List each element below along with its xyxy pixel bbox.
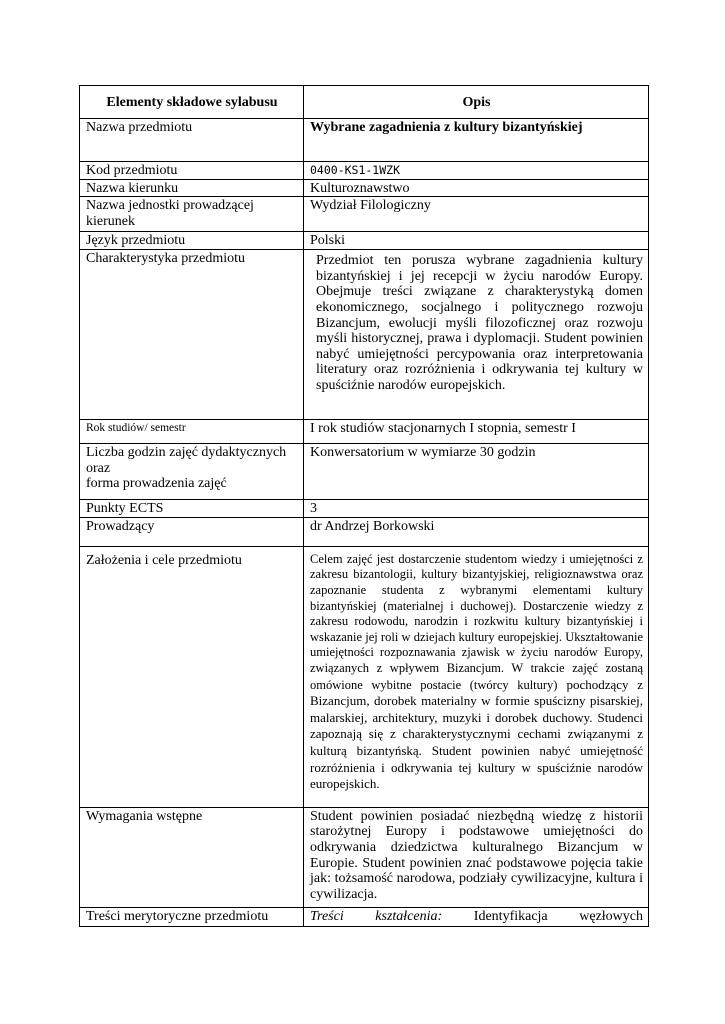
value-objectives-part2: pochodzący z Bizancjum, dorobek materialny w formie spuścizny pisarskiej, malarskiej, architektury, muzyki i dorobek duchowy. Studenci zapoznają się z charakterystycznymi cechami związanymi z kulturą bizantyńską. Student powinien nabyć umiejętność rozróżnienia i odkrywania tej kultury w spuściźnie narodów europejskich. xyxy=(310,676,643,792)
label-hours-line2: oraz xyxy=(86,460,111,476)
row-course-code xyxy=(80,162,649,180)
value-course-name: Wybrane zagadnienia z kultury bizantyńskiej xyxy=(304,119,649,162)
row-content xyxy=(80,907,649,926)
value-course-code: 0400-KS1-1WZK xyxy=(304,162,649,180)
row-objectives xyxy=(80,546,649,807)
label-objectives: Założenia i cele przedmiotu xyxy=(80,546,304,807)
row-field-name xyxy=(80,179,649,197)
label-course-code: Kod przedmiotu xyxy=(80,162,304,180)
row-course-name xyxy=(80,119,649,162)
label-hours-line3: forma prowadzenia zajęć xyxy=(86,476,227,492)
value-year-semester: I rok studiów stacjonarnych I stopnia, semestr I xyxy=(304,420,649,444)
value-lecturer: dr Andrzej Borkowski xyxy=(304,517,649,546)
label-field-name: Nazwa kierunku xyxy=(80,179,304,197)
row-hours xyxy=(80,444,649,500)
row-lecturer xyxy=(80,517,649,546)
value-field-name: Kulturoznawstwo xyxy=(304,179,649,197)
label-language: Język przedmiotu xyxy=(80,232,304,250)
value-objectives-part1: Celem zajęć jest dostarczenie studentom wiedzy i umiejętności z zakresu bizantologii, kultury bizantyjskiej, religioznawstwa oraz zapoznanie studenta z wybranymi elementami kultury bizantyńskiej (materialnej i duchowej). Dostarczenie wiedzy z zakresu rodowodu, narodzin i rozkwitu kultury bizantyńskiej i wskazanie jej roli w dziejach kultury europejskiej. Ukształtowanie umiejętności rozpoznawania zjawisk w życiu narodów Europy, związanych z wpływem Bizancjum. W trakcie zajęć zostaną omówione wybitne postacie (twórcy kultury) xyxy=(310,551,643,692)
row-characteristics xyxy=(80,250,649,420)
value-content-rest: Identyfikacja węzłowych xyxy=(473,908,644,924)
label-year-semester: Rok studiów/ semestr xyxy=(80,420,304,444)
label-characteristics: Charakterystyka przedmiotu xyxy=(80,250,304,420)
header-elements: Elementy składowe sylabusu xyxy=(80,86,304,119)
header-row xyxy=(80,86,649,119)
label-ects: Punkty ECTS xyxy=(80,500,304,518)
row-ects xyxy=(80,500,649,518)
row-year-semester xyxy=(80,420,649,444)
value-objectives xyxy=(304,546,649,807)
value-characteristics: Przedmiot ten porusza wybrane zagadnienia kultury bizantyńskiej i jej recepcji w życiu narodów Europy. Obejmuje treści związane z charakterystyką domen ekonomicznego, socjalnego i politycznego rozwoju Bizancjum, ewolucji myśli filozoficznej oraz rozwoju myśli historycznej, prawa i dyplomacji. Student powinien nabyć umiejętności percypowania oraz interpretowania literatury oraz rozróżnienia i odkrywania tej kultury w spuściźnie narodów europejskich. xyxy=(304,250,649,420)
value-content xyxy=(304,907,649,926)
header-description: Opis xyxy=(304,86,649,119)
value-unit-name: Wydział Filologiczny xyxy=(304,197,649,232)
label-prerequisites: Wymagania wstępne xyxy=(80,807,304,907)
label-hours-line1: Liczba godzin zajęć dydaktycznych xyxy=(86,445,287,461)
label-lecturer: Prowadzący xyxy=(80,517,304,546)
label-unit-name: Nazwa jednostki prowadzącej kierunek xyxy=(80,197,304,232)
row-language xyxy=(80,232,649,250)
value-prerequisites: Student powinien posiadać niezbędną wiedzę z historii starożytnej Europy i podstawowe umiejętności do odkrywania dziedzictwa kulturalnego Bizancjum w Europie. Student powinien znać podstawowe pojęcia takie jak: tożsamość narodowa, podziały cywilizacyjne, kultura i cywilizacja. xyxy=(304,807,649,907)
value-language: Polski xyxy=(304,232,649,250)
row-unit-name xyxy=(80,197,649,232)
label-hours xyxy=(80,444,304,500)
value-ects: 3 xyxy=(304,500,649,518)
syllabus-table xyxy=(79,85,649,927)
label-content: Treści merytoryczne przedmiotu xyxy=(80,907,304,926)
value-content-italic: Treści kształcenia: xyxy=(310,908,443,924)
row-prerequisites xyxy=(80,807,649,907)
label-course-name: Nazwa przedmiotu xyxy=(80,119,304,162)
value-hours: Konwersatorium w wymiarze 30 godzin xyxy=(304,444,649,500)
